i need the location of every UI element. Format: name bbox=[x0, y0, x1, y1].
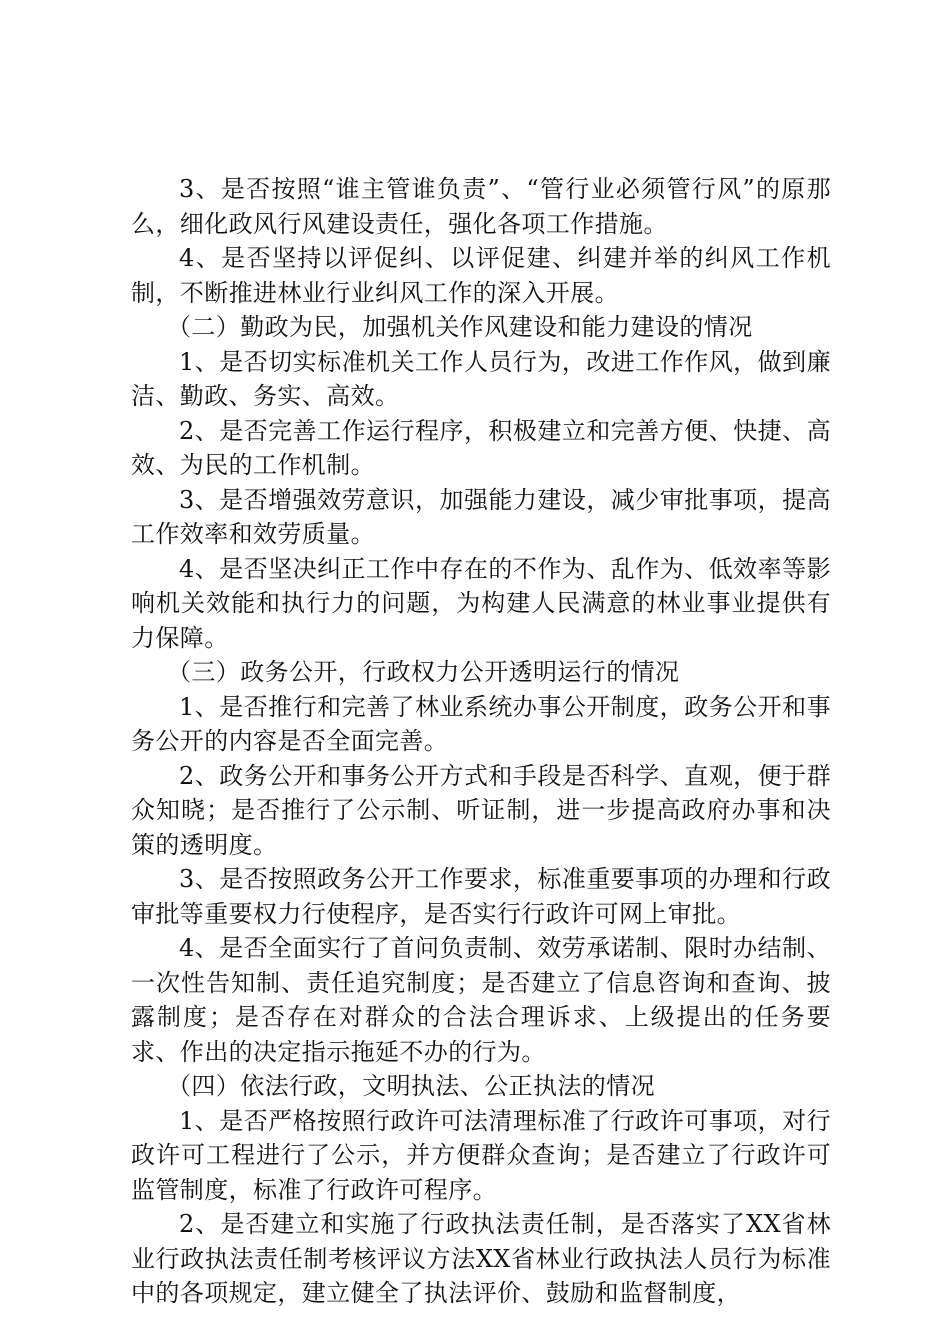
paragraph-item-3: 3、是否按照“谁主管谁负责”、“管行业必须管行风”的原那么，细化政风行风建设责任，强化各项工作措施。 bbox=[131, 175, 831, 238]
paragraph-item-1: 1、是否推行和完善了林业系统办事公开制度，政务公开和事务公开的内容是否全面完善。 bbox=[131, 692, 831, 755]
paragraph-item-1: 1、是否切实标准机关工作人员行为，改进工作作风，做到廉洁、勤政、务实、高效。 bbox=[131, 347, 831, 410]
section-heading-4: （四）依法行政，文明执法、公正执法的情况 bbox=[167, 1072, 655, 1100]
paragraph-item-3: 3、是否按照政务公开工作要求，标准重要事项的办理和行政审批等重要权力行使程序，是否实行行政许可网上审批。 bbox=[131, 865, 831, 928]
section-heading-2: （二）勤政为民，加强机关作风建设和能力建设的情况 bbox=[167, 313, 753, 341]
paragraph-item-2: 2、是否建立和实施了行政执法责任制，是否落实了XX省林业行政执法责任制考核评议方法XX省林业行政执法人员行为标准中的各项规定，建立健全了执法评价、鼓励和监督制度， bbox=[131, 1210, 831, 1307]
paragraph-item-4: 4、是否坚决纠正工作中存在的不作为、乱作为、低效率等影响机关效能和执行力的问题，为构建人民满意的林业事业提供有力保障。 bbox=[131, 554, 831, 652]
paragraph-item-2: 2、政务公开和事务公开方式和手段是否科学、直观，便于群众知晓；是否推行了公示制、听证制，进一步提高政府办事和决策的透明度。 bbox=[131, 761, 831, 859]
paragraph-item-4: 4、是否坚持以评促纠、以评促建、纠建并举的纠风工作机制，不断推进林业行业纠风工作的深入开展。 bbox=[131, 244, 831, 307]
document-body bbox=[131, 172, 831, 1311]
paragraph-item-1: 1、是否严格按照行政许可法清理标准了行政许可事项，对行政许可工程进行了公示，并方便群众查询；是否建立了行政许可监管制度，标准了行政许可程序。 bbox=[131, 1106, 831, 1204]
paragraph-item-4: 4、是否全面实行了首问负责制、效劳承诺制、限时办结制、一次性告知制、责任追究制度；是否建立了信息咨询和查询、披露制度；是否存在对群众的合法合理诉求、上级提出的任务要求、作出的决定指示拖延不办的行为。 bbox=[131, 934, 831, 1066]
paragraph-item-2: 2、是否完善工作运行程序，积极建立和完善方便、快捷、高效、为民的工作机制。 bbox=[131, 416, 831, 479]
paragraph-item-3: 3、是否增强效劳意识，加强能力建设，减少审批事项，提高工作效率和效劳质量。 bbox=[131, 485, 831, 548]
section-heading-3: （三）政务公开，行政权力公开透明运行的情况 bbox=[167, 658, 680, 686]
